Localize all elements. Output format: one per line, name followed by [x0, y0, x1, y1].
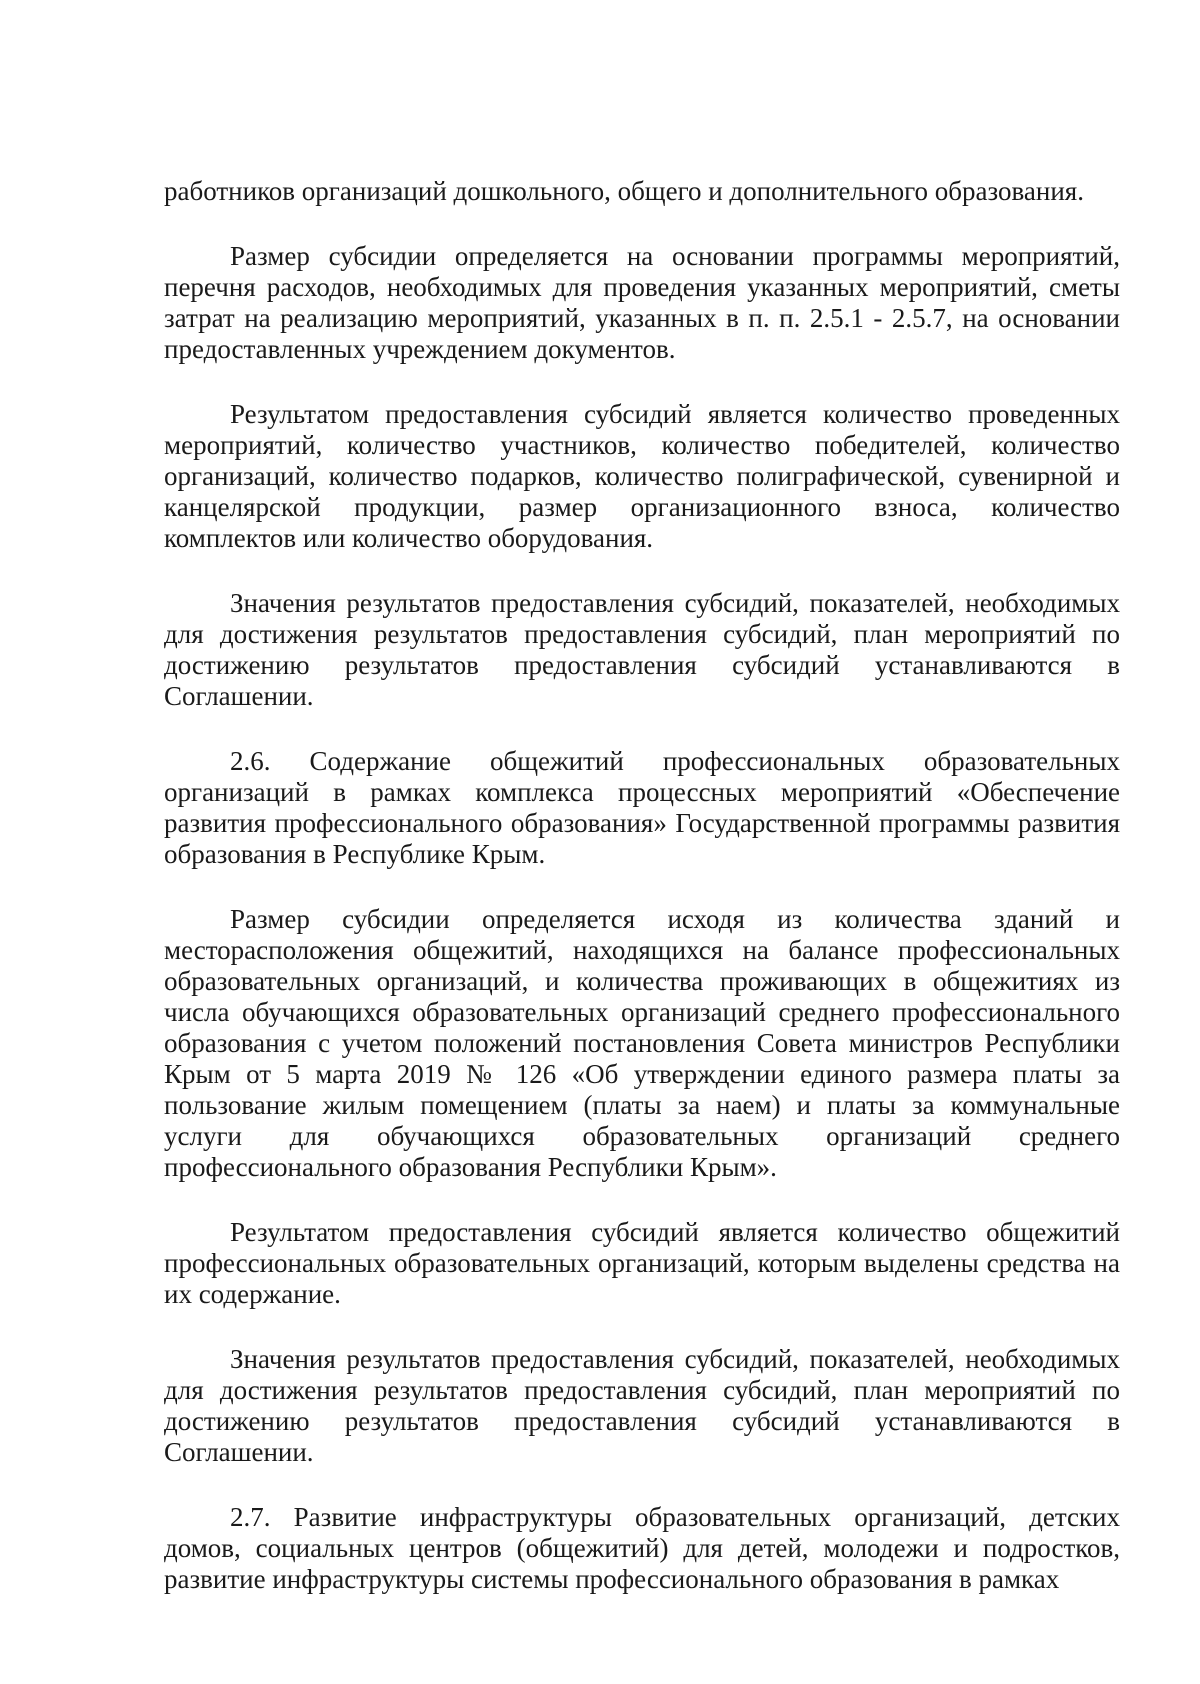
- document-body: [164, 176, 1120, 1595]
- paragraph-subsidy-result: Результатом предоставления субсидий является количество проведенных мероприятий, количество участников, количество победителей, количество организаций, количество подарков, количество полиграфической, сувенирной и канцелярской продукции, размер организационного взноса, количество комплектов или количество оборудования.: [164, 399, 1120, 553]
- paragraph-result-values: Значения результатов предоставления субсидий, показателей, необходимых для достижения результатов предоставления субсидий, план мероприятий по достижению результатов предоставления субсидий устанавливаются в Соглашении.: [164, 588, 1120, 711]
- paragraph-result-values-2: Значения результатов предоставления субсидий, показателей, необходимых для достижения результатов предоставления субсидий, план мероприятий по достижению результатов предоставления субсидий устанавливаются в Соглашении.: [164, 1344, 1120, 1467]
- paragraph-subsidy-size-dormitories: Размер субсидии определяется исходя из количества зданий и месторасположения общежитий, находящихся на балансе профессиональных образовательных организаций, и количества проживающих в общежитиях из числа обучающихся образовательных организаций среднего профессионального образования с учетом положений постановления Совета министров Республики Крым от 5 марта 2019 № 126 «Об утверждении единого размера платы за пользование жилым помещением (платы за наем) и платы за коммунальные услуги для обучающихся образовательных организаций среднего профессионального образования Республики Крым».: [164, 904, 1120, 1182]
- paragraph-continuation: работников организаций дошкольного, общего и дополнительного образования.: [164, 176, 1084, 206]
- paragraph-subsidy-size: Размер субсидии определяется на основании программы мероприятий, перечня расходов, необходимых для проведения указанных мероприятий, сметы затрат на реализацию мероприятий, указанных в п. п. 2.5.1 - 2.5.7, на основании предоставленных учреждением документов.: [164, 241, 1120, 364]
- paragraph-section-2-7: 2.7. Развитие инфраструктуры образовательных организаций, детских домов, социальных центров (общежитий) для детей, молодежи и подростков, развитие инфраструктуры системы профессионального образования в рамках: [164, 1502, 1120, 1594]
- paragraph-section-2-6: 2.6. Содержание общежитий профессиональных образовательных организаций в рамках комплекса процессных мероприятий «Обеспечение развития профессионального образования» Государственной программы развития образования в Республике Крым.: [164, 746, 1120, 869]
- paragraph-subsidy-result-dormitories: Результатом предоставления субсидий является количество общежитий профессиональных образовательных организаций, которым выделены средства на их содержание.: [164, 1217, 1120, 1309]
